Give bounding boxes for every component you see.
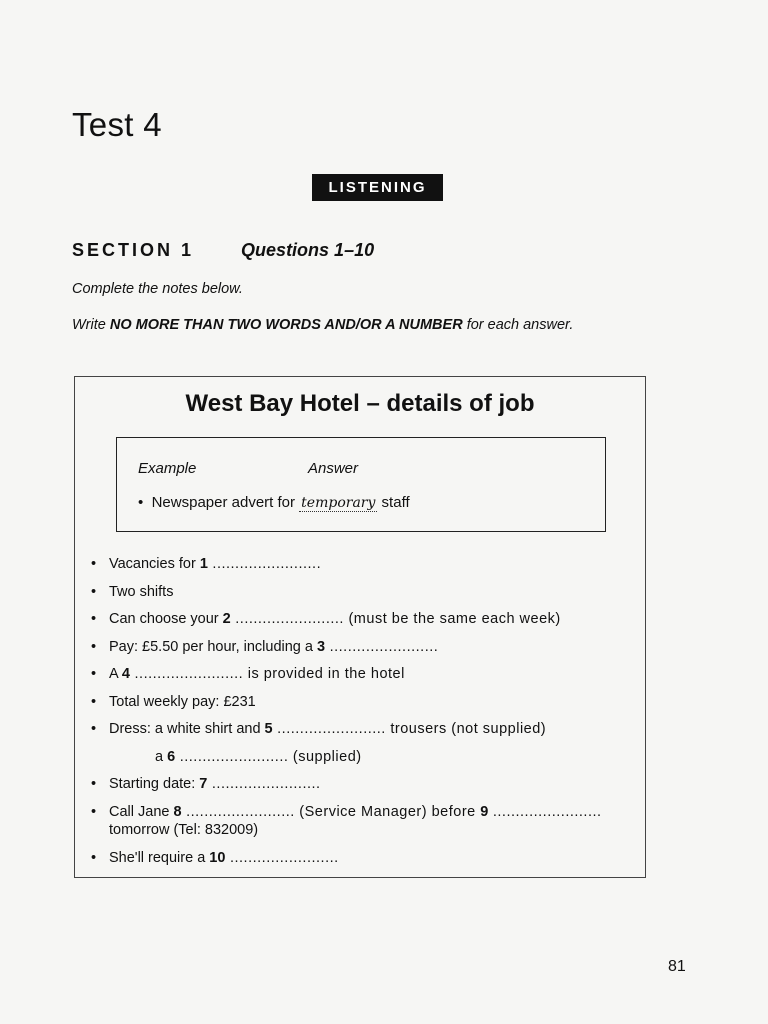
bullet: • bbox=[91, 849, 97, 866]
bullet: • bbox=[91, 776, 97, 792]
answer-label: Answer bbox=[308, 460, 359, 477]
example-text-after: staff bbox=[377, 494, 410, 511]
bullet: • bbox=[91, 583, 97, 600]
instruction-emphasis: NO MORE THAN TWO WORDS AND/OR A NUMBER bbox=[109, 317, 463, 333]
bullet: • bbox=[91, 693, 97, 710]
handwritten-answer: temporary bbox=[301, 495, 376, 511]
question-number: 2 bbox=[222, 611, 231, 627]
item-text: A bbox=[109, 666, 122, 682]
bullet: • bbox=[91, 556, 97, 572]
section-label: SECTION 1 bbox=[72, 240, 195, 260]
bullet: • bbox=[91, 611, 97, 627]
item-text: Call Jane bbox=[109, 803, 174, 820]
section-heading bbox=[72, 240, 374, 261]
test-title: Test 4 bbox=[72, 106, 162, 143]
list-item-start-date bbox=[91, 775, 635, 803]
item-text: Two shifts bbox=[109, 583, 174, 600]
list-item-dress-supplied bbox=[91, 748, 635, 776]
listening-badge: LISTENING bbox=[312, 174, 443, 201]
notes-list bbox=[91, 555, 635, 876]
list-item-provided bbox=[91, 665, 635, 693]
item-text-line2: tomorrow (Tel: 832009) bbox=[109, 821, 259, 838]
list-item-dress bbox=[91, 720, 635, 748]
notes-title: West Bay Hotel – details of job bbox=[185, 390, 535, 417]
item-text: a bbox=[155, 748, 168, 765]
example-text-before: Newspaper advert for bbox=[151, 494, 300, 511]
bullet: • bbox=[138, 494, 152, 511]
question-number: 1 bbox=[199, 556, 208, 572]
example-box bbox=[116, 437, 606, 532]
question-number: 4 bbox=[121, 666, 130, 682]
item-text: Starting date: bbox=[109, 776, 200, 792]
example-label: Example bbox=[138, 460, 197, 477]
bullet: • bbox=[91, 666, 97, 682]
instruction-word-limit bbox=[72, 317, 573, 333]
item-text: Vacancies for bbox=[109, 556, 200, 572]
item-text: Dress: a white shirt and bbox=[109, 721, 265, 737]
question-number: 3 bbox=[316, 638, 326, 655]
bullet: • bbox=[91, 638, 97, 655]
question-number: 9 bbox=[480, 803, 489, 820]
list-item-call bbox=[91, 803, 635, 849]
bullet: • bbox=[91, 803, 97, 820]
question-number: 7 bbox=[199, 776, 208, 792]
item-text: Can choose your bbox=[109, 611, 223, 627]
item-text: Total weekly pay: £231 bbox=[109, 693, 256, 710]
instruction-prefix: Write bbox=[72, 317, 110, 333]
question-number: 10 bbox=[209, 849, 226, 866]
list-item-shifts bbox=[91, 583, 635, 611]
list-item-pay bbox=[91, 638, 635, 666]
answer-gap[interactable]: ........................ is provided in the hotel bbox=[129, 666, 405, 682]
list-item-vacancies bbox=[91, 555, 635, 583]
question-number: 5 bbox=[264, 721, 273, 737]
list-item-require bbox=[91, 849, 635, 877]
answer-gap[interactable]: ........................ (supplied) bbox=[175, 748, 362, 765]
list-item-weekly-pay bbox=[91, 693, 635, 721]
notes-box bbox=[74, 376, 646, 878]
instruction-suffix: for each answer. bbox=[462, 317, 574, 333]
page-number: 81 bbox=[668, 958, 686, 975]
list-item-choose bbox=[91, 610, 635, 638]
question-number: 8 bbox=[173, 803, 182, 820]
answer-gap[interactable]: ........................ bbox=[207, 556, 322, 572]
item-text: She'll require a bbox=[109, 849, 210, 866]
questions-label: Questions 1–10 bbox=[241, 240, 375, 260]
item-text: Pay: £5.50 per hour, including a bbox=[109, 638, 317, 655]
bullet: • bbox=[91, 721, 97, 737]
answer-gap[interactable]: ........................ trousers (not supplied) bbox=[272, 721, 547, 737]
answer-gap[interactable]: ........................ bbox=[225, 849, 339, 866]
question-number: 6 bbox=[167, 748, 176, 765]
answer-gap[interactable]: ........................ (Service Manager) before bbox=[181, 803, 481, 820]
answer-gap[interactable]: ........................ bbox=[325, 638, 439, 655]
example-item bbox=[138, 494, 410, 511]
answer-gap[interactable]: ........................ (must be the same each week) bbox=[230, 611, 561, 627]
answer-gap[interactable]: ........................ bbox=[488, 803, 602, 820]
answer-gap[interactable]: ........................ bbox=[207, 776, 321, 792]
instruction-complete-notes: Complete the notes below. bbox=[72, 281, 243, 297]
